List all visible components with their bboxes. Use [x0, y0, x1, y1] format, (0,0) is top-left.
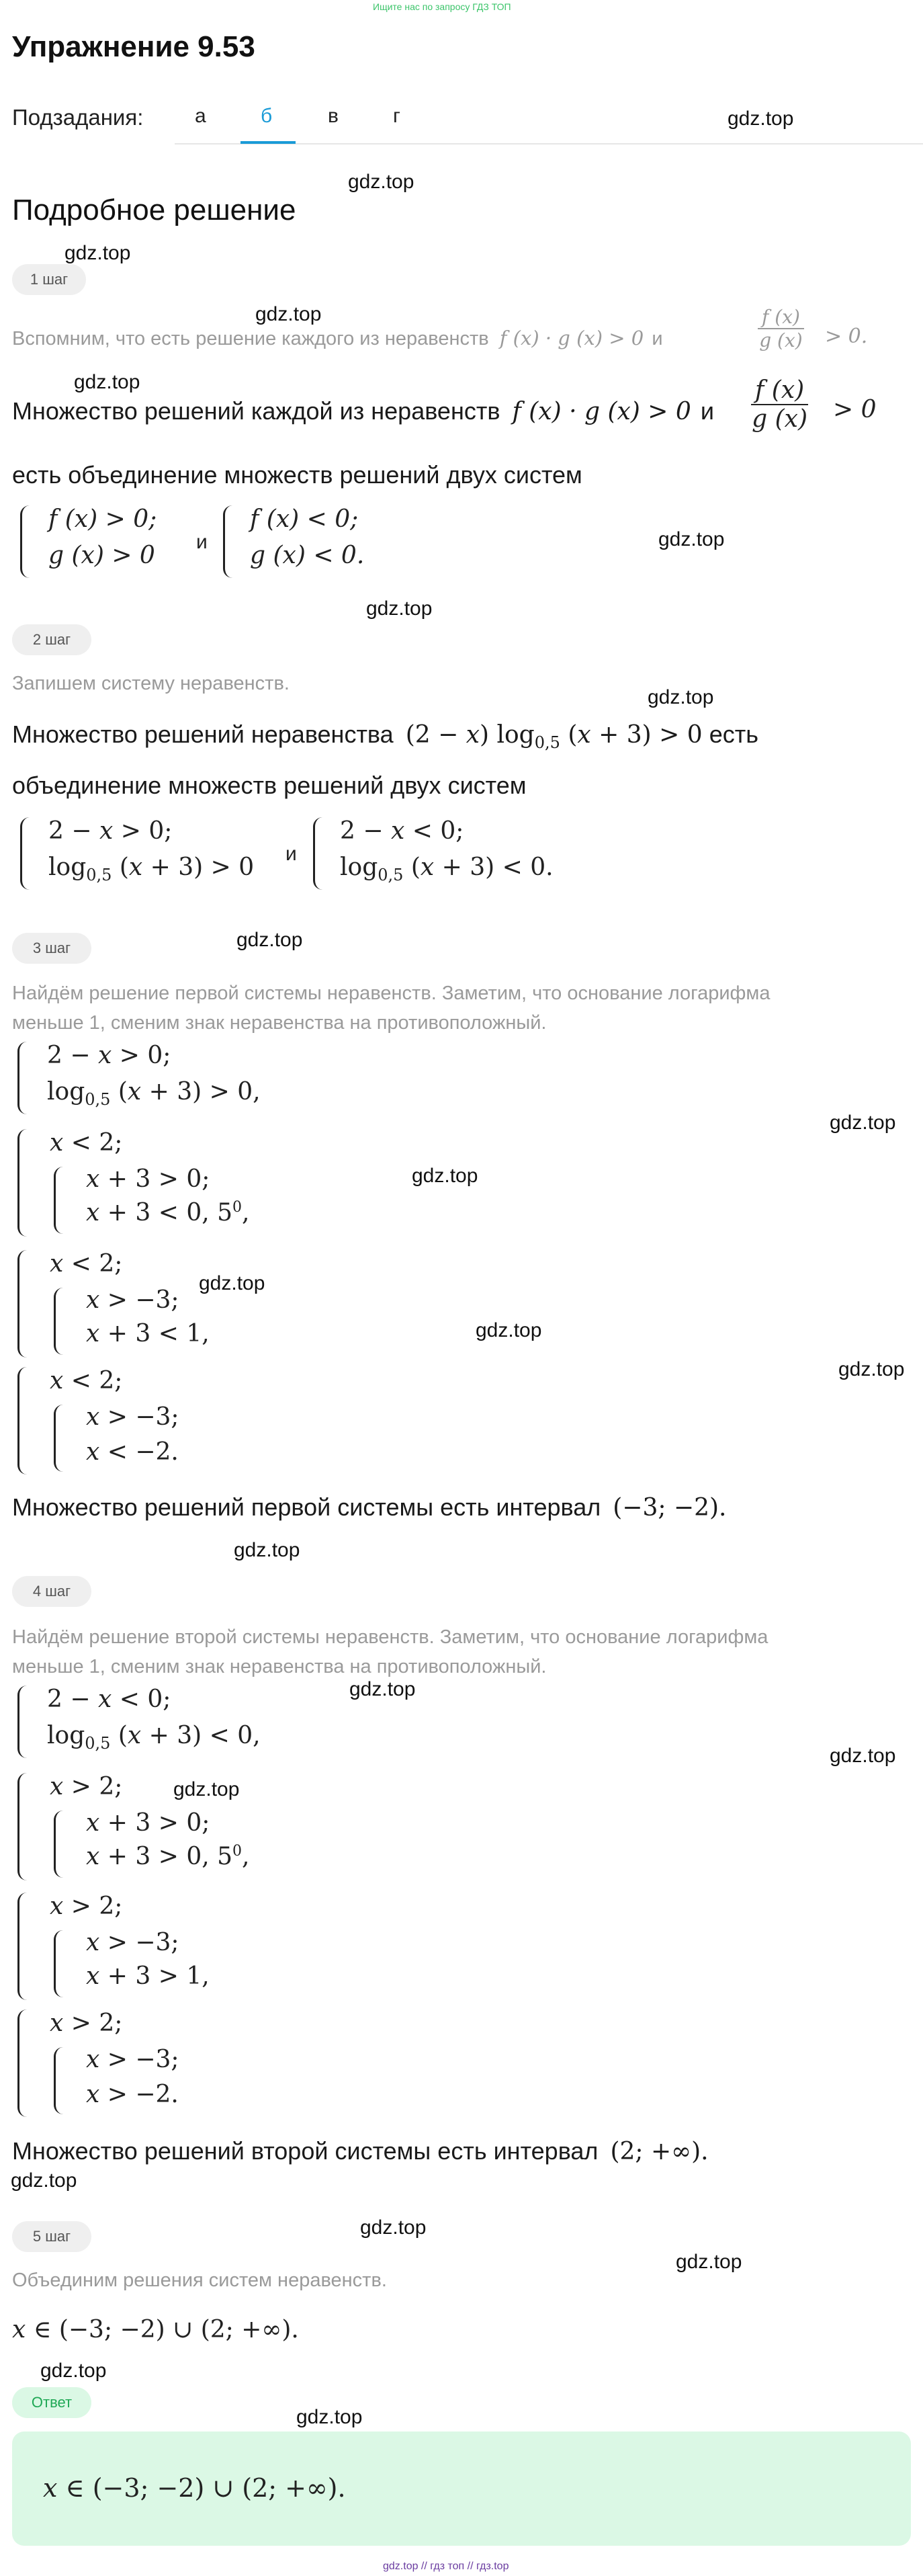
and-word: и	[285, 843, 297, 865]
watermark: gdz.top	[830, 1112, 896, 1134]
system-brace	[54, 1811, 64, 1878]
step4-intro-a: Найдём решение второй системы неравенств. Заметим, что основание логарифма	[12, 1626, 768, 1648]
and-word: и	[196, 531, 208, 553]
system-line: f (x) > 0;	[48, 505, 157, 533]
subtask-tab-v[interactable]: в	[328, 105, 339, 127]
system-line: x > −3;	[86, 1286, 179, 1314]
system-brace	[17, 1686, 29, 1758]
subtasks-label: Подзадания:	[12, 105, 144, 130]
watermark: gdz.top	[366, 597, 433, 620]
watermark: gdz.top	[173, 1778, 240, 1800]
step-badge: 3 шаг	[12, 933, 91, 964]
system-line: x + 3 > 0;	[86, 1809, 210, 1837]
step4-conclusion: Множество решений второй системы есть интервал (2; +∞).	[12, 2137, 709, 2165]
watermark: gdz.top	[360, 2216, 427, 2239]
system-line: x > −3;	[86, 1403, 179, 1431]
system-brace	[54, 1930, 64, 1997]
watermark: gdz.top	[348, 171, 414, 193]
system-brace	[17, 1893, 29, 2000]
step-badge: 1 шаг	[12, 264, 86, 295]
system-line: x + 3 > 0, $5^0$,	[86, 1843, 250, 1870]
system-line: x > 2;	[50, 1773, 123, 1800]
fraction-grey: f (x) g (x)	[758, 306, 804, 351]
system-line: $\log_{0,5} (x + 3) < 0$,	[47, 1722, 261, 1753]
system-line: $\log_{0,5} (x + 3) < 0$.	[340, 854, 554, 885]
system-line: $\log_{0,5} (x + 3) > 0$,	[47, 1078, 261, 1110]
watermark: gdz.top	[658, 528, 725, 550]
watermark: gdz.top	[255, 303, 322, 325]
step2-intro: Запишем систему неравенств.	[12, 673, 290, 694]
formula-main: > 0	[833, 396, 877, 423]
system-brace	[223, 505, 234, 578]
watermark: gdz.top	[40, 2360, 107, 2382]
step2-main-c: объединение множеств решений двух систем	[12, 772, 527, 799]
answer-badge: Ответ	[12, 2387, 91, 2418]
system-line: x > 2;	[50, 2009, 123, 2037]
system-line: g (x) < 0.	[250, 542, 365, 569]
system-line: x > −3;	[86, 2046, 179, 2073]
system-brace	[54, 2047, 64, 2114]
watermark: gdz.top	[676, 2251, 742, 2273]
formula-grey: > 0.	[825, 325, 868, 348]
watermark: gdz.top	[236, 929, 303, 951]
step5-intro: Объединим решения систем неравенств.	[12, 2270, 387, 2291]
watermark: gdz.top	[728, 108, 794, 130]
step5-formula: x ∈ (−3; −2) ∪ (2; +∞).	[12, 2316, 299, 2343]
step-badge: 4 шаг	[12, 1576, 91, 1607]
subtask-tab-b[interactable]: б	[261, 105, 273, 127]
page-title: Упражнение 9.53	[12, 30, 255, 63]
watermark: gdz.top	[476, 1319, 542, 1341]
step-badge: 2 шаг	[12, 624, 91, 655]
system-line: x > −3;	[86, 1929, 179, 1956]
step-badge: 5 шаг	[12, 2221, 91, 2252]
footer-links[interactable]: gdz.top // гдз топ // гдз.top	[383, 2561, 509, 2572]
system-brace	[313, 817, 324, 890]
system-brace	[17, 1773, 29, 1880]
system-line: x > −2.	[86, 2081, 179, 2108]
system-brace	[17, 1129, 29, 1237]
watermark: gdz.top	[199, 1272, 265, 1294]
active-tab-underline	[240, 141, 296, 144]
top-banner[interactable]: Ищите нас по запросу ГДЗ ТОП	[373, 1, 511, 12]
system-brace	[54, 1288, 64, 1355]
system-brace	[17, 1250, 29, 1358]
system-line: x + 3 < 1,	[86, 1320, 210, 1347]
system-line: x < 2;	[50, 1250, 123, 1278]
system-line: 2 − x < 0;	[340, 817, 464, 845]
system-line: x + 3 < 0, $5^0$,	[86, 1199, 250, 1227]
system-brace	[17, 2009, 29, 2117]
system-line: 2 − x > 0;	[47, 1042, 171, 1069]
step3-intro-b: меньше 1, сменим знак неравенства на противоположный.	[12, 1012, 547, 1034]
system-brace	[20, 505, 32, 578]
system-line: x + 3 > 1,	[86, 1962, 210, 1990]
step3-intro-a: Найдём решение первой системы неравенств. Заметим, что основание логарифма	[12, 983, 771, 1004]
system-line: 2 − x > 0;	[48, 817, 173, 845]
system-line: f (x) < 0;	[250, 505, 359, 533]
answer-formula: x ∈ (−3; −2) ∪ (2; +∞).	[43, 2473, 346, 2503]
system-brace	[17, 1042, 29, 1114]
step3-conclusion: Множество решений первой системы есть интервал (−3; −2).	[12, 1493, 727, 1522]
system-line: g (x) > 0	[48, 542, 155, 569]
watermark: gdz.top	[234, 1539, 300, 1561]
subtask-tab-a[interactable]: а	[195, 105, 206, 127]
watermark: gdz.top	[830, 1745, 896, 1767]
watermark: gdz.top	[349, 1678, 416, 1700]
system-brace	[17, 1367, 29, 1474]
step2-main-a: Множество решений неравенства (2 − x) $\log_{0,5} (x + 3) > 0$ есть	[12, 720, 758, 753]
watermark: gdz.top	[11, 2169, 77, 2192]
watermark: gdz.top	[412, 1165, 478, 1187]
system-line: x < −2.	[86, 1438, 179, 1466]
subtask-tab-g[interactable]: г	[393, 105, 400, 127]
watermark: gdz.top	[648, 686, 714, 708]
system-brace	[54, 1167, 64, 1234]
watermark: gdz.top	[64, 242, 131, 264]
watermark: gdz.top	[296, 2406, 363, 2428]
system-brace	[54, 1405, 64, 1472]
step1-intro: Вспомним, что есть решение каждого из неравенств f (x) · g (x) > 0 и	[12, 327, 663, 349]
step1-main-a: Множество решений каждой из неравенств f (x) · g (x) > 0 и	[12, 397, 714, 425]
system-line: x < 2;	[50, 1367, 123, 1395]
watermark: gdz.top	[838, 1358, 905, 1380]
system-line: x + 3 > 0;	[86, 1165, 210, 1193]
step4-intro-b: меньше 1, сменим знак неравенства на противоположный.	[12, 1656, 547, 1677]
step1-main-b: есть объединение множеств решений двух систем	[12, 461, 582, 489]
system-line: x > 2;	[50, 1893, 123, 1920]
system-line: x < 2;	[50, 1129, 123, 1157]
system-brace	[20, 817, 32, 890]
watermark: gdz.top	[74, 371, 140, 393]
solution-heading: Подробное решение	[12, 194, 296, 226]
system-line: 2 − x < 0;	[47, 1686, 171, 1713]
fraction-main: f (x) g (x)	[752, 376, 808, 433]
system-line: $\log_{0,5} (x + 3) > 0$	[48, 854, 255, 885]
